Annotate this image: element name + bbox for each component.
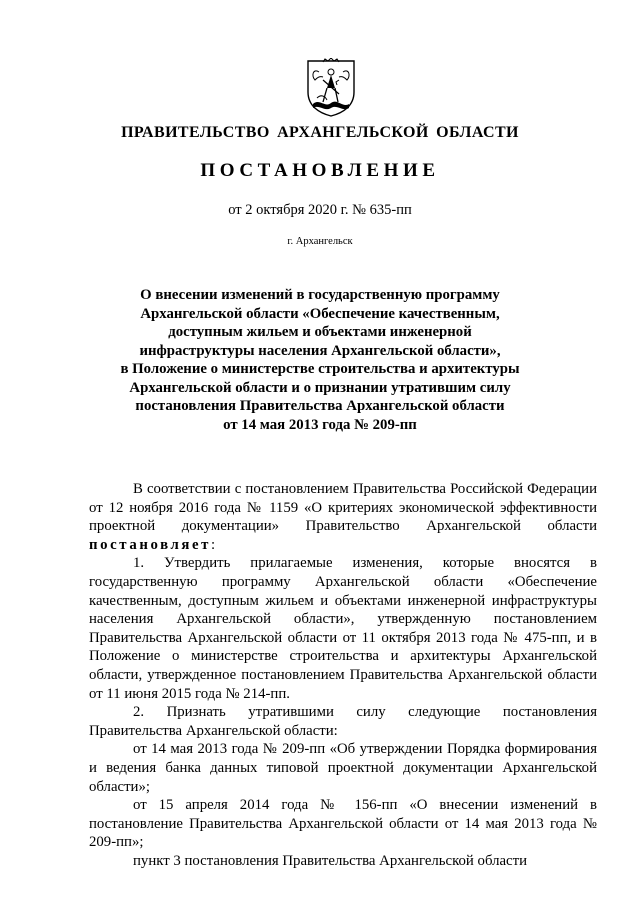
decree-suffix: : <box>211 536 216 553</box>
document-subject: О внесении изменений в государственную программу Архангельской области «Обеспечение качественным, доступным жильем и объектами инженерной инфраструктуры населения Архангельской области», в Положение о министерстве строительства и архитектуры Архангельской области и о признании утратившим силу постановления Правительства Архангельской области от 14 мая 2013 года № 209-пп <box>120 287 520 433</box>
item-2c-paragraph: пункт 3 постановления Правительства Архангельской области <box>133 852 528 869</box>
document-date-number: от 2 октября 2020 г. № 635-пп <box>228 202 412 218</box>
item-2b-paragraph: от 15 апреля 2014 года № 156-пп «О внесении изменений в постановление Правительства Архангельской области от 14 мая 2013 года № 209-пп»; <box>89 797 597 851</box>
item-2a-paragraph: от 14 мая 2013 года № 209-пп «Об утверждении Порядка формирования и ведения банка данных типовой проектной документации Архангельской области»; <box>89 741 597 795</box>
government-title: ПРАВИТЕЛЬСТВО АРХАНГЕЛЬСКОЙ ОБЛАСТИ <box>121 124 519 141</box>
item-2-paragraph: 2. Признать утратившими силу следующие постановления Правительства Архангельской области: <box>89 704 597 739</box>
document-type: ПОСТАНОВЛЕНИЕ <box>200 160 440 181</box>
preamble-text: В соответствии с постановлением Правительства Российской Федерации от 12 ноября 2016 года № 1159 «О критериях экономической эффективности проектной документации» Правительство Архангельской области <box>89 481 597 535</box>
preamble-paragraph <box>89 480 597 554</box>
decree-word: постановляет <box>89 536 212 553</box>
arkhangelsk-coat-of-arms-icon <box>305 58 357 118</box>
item-1-paragraph: 1. Утвердить прилагаемые изменения, которые вносятся в государственную программу Архангельской области «Обеспечение качественным, доступным жильем и объектами инженерной инфраструктуры населения Архангельской области», утвержденную постановлением Правительства Архангельской области от 11 октября 2013 года № 475-пп, и в Положение о министерстве строительства и архитектуры Архангельской области, утвержденное постановлением Правительства Архангельской области от 11 июня 2015 года № 214-пп. <box>89 555 597 702</box>
document-body <box>89 480 597 870</box>
document-city: г. Архангельск <box>287 236 353 247</box>
